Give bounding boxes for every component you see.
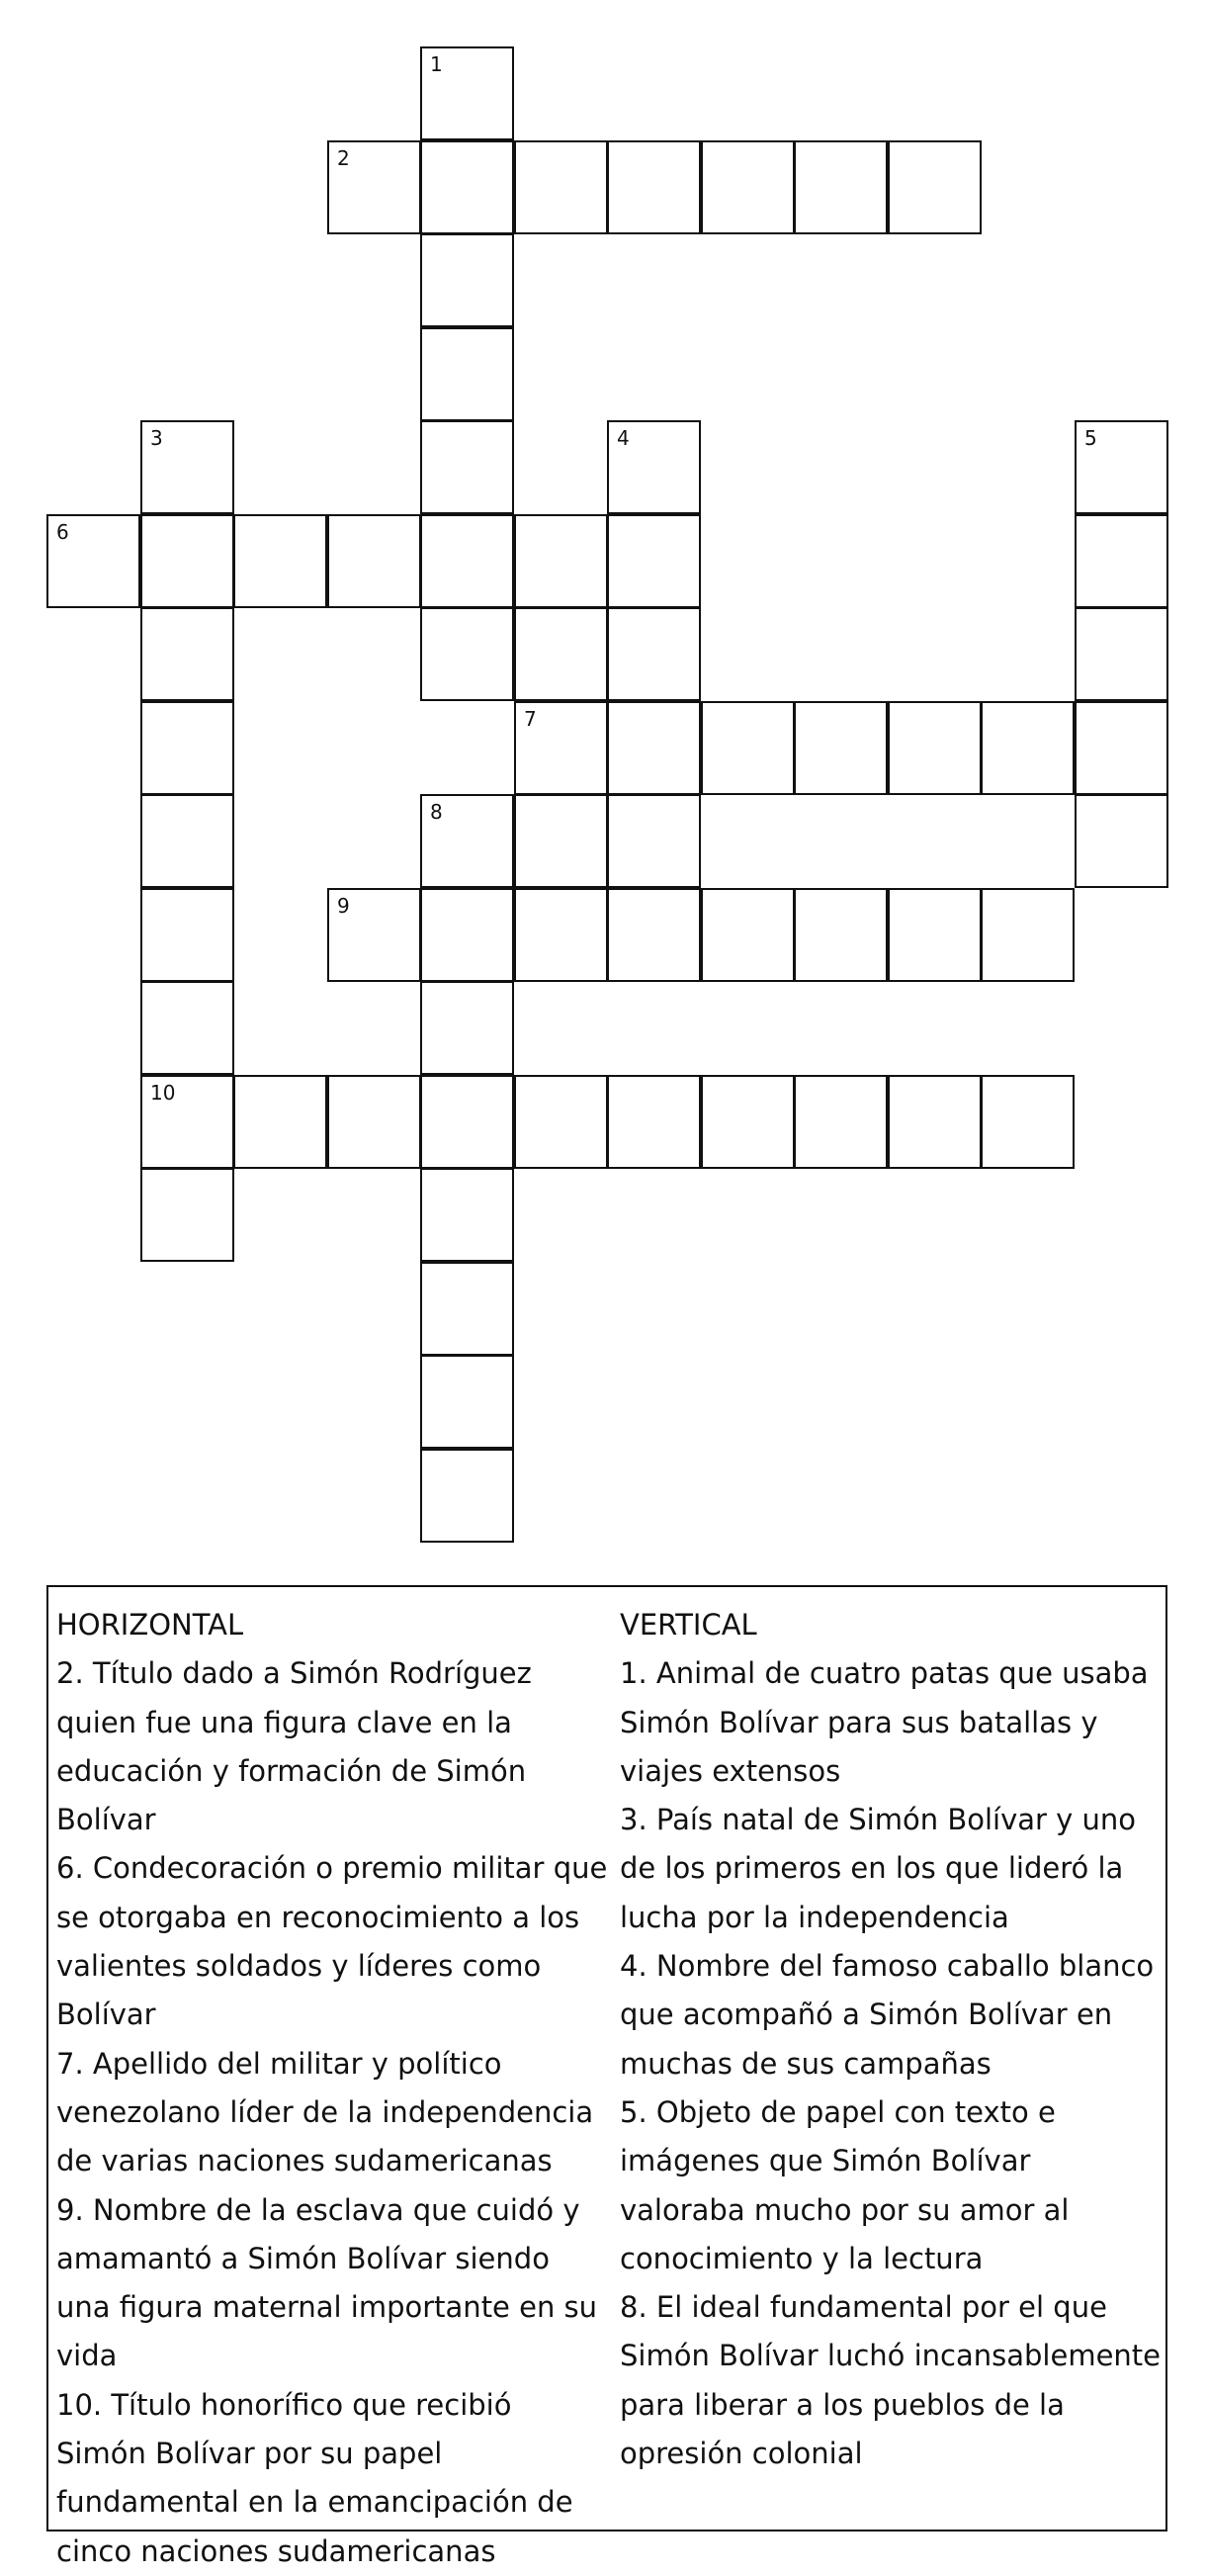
crossword-cell[interactable] bbox=[701, 1075, 795, 1169]
cell-number: 7 bbox=[524, 707, 537, 731]
crossword-cell[interactable] bbox=[233, 514, 327, 608]
crossword-cell[interactable] bbox=[420, 1075, 514, 1169]
crossword-cell[interactable] bbox=[140, 1168, 234, 1262]
crossword-cell[interactable] bbox=[420, 327, 514, 421]
crossword-cell[interactable] bbox=[420, 46, 514, 140]
clues-box bbox=[46, 1585, 1167, 2568]
crossword-cell[interactable] bbox=[607, 514, 701, 608]
crossword-cell[interactable] bbox=[514, 1075, 608, 1169]
cell-number: 5 bbox=[1084, 426, 1097, 450]
crossword-cell[interactable] bbox=[420, 888, 514, 982]
crossword-cell[interactable] bbox=[140, 514, 234, 608]
crossword-cell[interactable] bbox=[607, 1075, 701, 1169]
crossword-cell[interactable] bbox=[420, 1262, 514, 1356]
crossword-cell[interactable] bbox=[140, 794, 234, 888]
crossword-cell[interactable] bbox=[607, 607, 701, 701]
horizontal-heading: HORIZONTAL bbox=[56, 1608, 244, 1642]
clue-horizontal-2: 2. Título dado a Simón Rodríguez quien fue una figura clave en la educación y formación de Simón Bolívar bbox=[56, 1656, 532, 1837]
cell-number: 10 bbox=[150, 1081, 176, 1105]
clue-horizontal-10: 10. Título honorífico que recibió Simón Bolívar por su papel fundamental en la emancipación de cinco naciones sudamericanas bbox=[56, 2387, 573, 2568]
cell-number: 2 bbox=[337, 146, 350, 170]
crossword-cell[interactable] bbox=[514, 701, 608, 795]
crossword-cell[interactable] bbox=[607, 140, 701, 234]
crossword-cell[interactable] bbox=[420, 420, 514, 514]
crossword-cell[interactable] bbox=[327, 1075, 421, 1169]
crossword-cell[interactable] bbox=[233, 1075, 327, 1169]
crossword-cell[interactable] bbox=[981, 701, 1075, 795]
crossword-cell[interactable] bbox=[794, 701, 888, 795]
crossword-cell[interactable] bbox=[327, 140, 421, 234]
crossword-cell[interactable] bbox=[327, 888, 421, 982]
crossword-cell[interactable] bbox=[420, 794, 514, 888]
crossword-cell[interactable] bbox=[794, 1075, 888, 1169]
crossword-cell[interactable] bbox=[514, 514, 608, 608]
crossword-cell[interactable] bbox=[607, 794, 701, 888]
crossword-cell[interactable] bbox=[888, 1075, 982, 1169]
vertical-clues bbox=[620, 1601, 1164, 2478]
crossword-cell[interactable] bbox=[701, 140, 795, 234]
crossword-cell[interactable] bbox=[420, 140, 514, 234]
crossword-cell[interactable] bbox=[1075, 514, 1168, 608]
clue-vertical-8: 8. El ideal fundamental por el que Simón Bolívar luchó incansablemente para liberar a los pueblos de la opresión colonial bbox=[620, 2290, 1162, 2471]
crossword-cell[interactable] bbox=[1075, 607, 1168, 701]
crossword-cell[interactable] bbox=[981, 888, 1075, 982]
cell-number: 3 bbox=[150, 426, 163, 450]
crossword-cell[interactable] bbox=[140, 420, 234, 514]
crossword-cell[interactable] bbox=[420, 1168, 514, 1262]
crossword-cell[interactable] bbox=[607, 420, 701, 514]
crossword-cell[interactable] bbox=[140, 981, 234, 1075]
cell-number: 9 bbox=[337, 894, 350, 918]
horizontal-clues bbox=[56, 1601, 610, 2576]
crossword-cell[interactable] bbox=[794, 140, 888, 234]
crossword-cell[interactable] bbox=[794, 888, 888, 982]
cell-number: 8 bbox=[430, 800, 443, 824]
clue-horizontal-7: 7. Apellido del militar y político venezolano líder de la independencia de varias naciones sudamericanas bbox=[56, 2046, 594, 2178]
crossword-cell[interactable] bbox=[140, 1075, 234, 1169]
crossword-cell[interactable] bbox=[701, 888, 795, 982]
crossword-cell[interactable] bbox=[981, 1075, 1075, 1169]
crossword-cell[interactable] bbox=[420, 607, 514, 701]
crossword-cell[interactable] bbox=[327, 514, 421, 608]
crossword-cell[interactable] bbox=[140, 701, 234, 795]
cell-number: 1 bbox=[430, 52, 443, 76]
cell-number: 6 bbox=[56, 520, 69, 544]
crossword-cell[interactable] bbox=[420, 1355, 514, 1449]
crossword-cell[interactable] bbox=[1075, 420, 1168, 514]
crossword-cell[interactable] bbox=[607, 888, 701, 982]
crossword-cell[interactable] bbox=[514, 888, 608, 982]
cell-number: 4 bbox=[617, 426, 630, 450]
crossword-cell[interactable] bbox=[420, 514, 514, 608]
crossword-cell[interactable] bbox=[701, 701, 795, 795]
clue-vertical-4: 4. Nombre del famoso caballo blanco que acompañó a Simón Bolívar en muchas de sus campañas bbox=[620, 1949, 1155, 2081]
crossword-cell[interactable] bbox=[140, 607, 234, 701]
crossword-cell[interactable] bbox=[1075, 701, 1168, 795]
crossword-cell[interactable] bbox=[420, 233, 514, 327]
crossword-cell[interactable] bbox=[420, 981, 514, 1075]
crossword-cell[interactable] bbox=[46, 514, 140, 608]
crossword-cell[interactable] bbox=[420, 1449, 514, 1543]
crossword-cell[interactable] bbox=[514, 607, 608, 701]
clue-horizontal-9: 9. Nombre de la esclava que cuidó y amamantó a Simón Bolívar siendo una figura maternal importante en su vida bbox=[56, 2192, 598, 2373]
crossword-cell[interactable] bbox=[888, 140, 982, 234]
crossword-cell[interactable] bbox=[140, 888, 234, 982]
clue-horizontal-6: 6. Condecoración o premio militar que se otorgaba en reconocimiento a los valientes soldados y líderes como Bolívar bbox=[56, 1851, 608, 2032]
crossword-cell[interactable] bbox=[514, 794, 608, 888]
crossword-cell[interactable] bbox=[888, 888, 982, 982]
crossword-cell[interactable] bbox=[607, 701, 701, 795]
clue-vertical-3: 3. País natal de Simón Bolívar y uno de los primeros en los que lideró la lucha por la independencia bbox=[620, 1803, 1137, 1934]
vertical-heading: VERTICAL bbox=[620, 1608, 757, 1642]
crossword-cell[interactable] bbox=[1075, 794, 1168, 888]
crossword-cell[interactable] bbox=[514, 140, 608, 234]
clue-vertical-5: 5. Objeto de papel con texto e imágenes que Simón Bolívar valoraba mucho por su amor al conocimiento y la lectura bbox=[620, 2094, 1070, 2275]
crossword-cell[interactable] bbox=[888, 701, 982, 795]
clue-vertical-1: 1. Animal de cuatro patas que usaba Simón Bolívar para sus batallas y viajes extensos bbox=[620, 1656, 1149, 1788]
